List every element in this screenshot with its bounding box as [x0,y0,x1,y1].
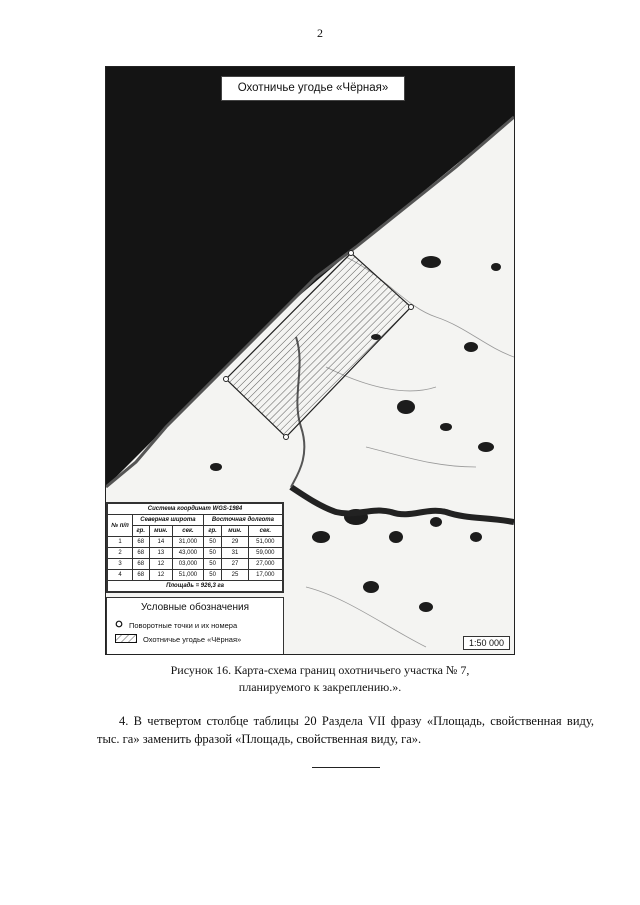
cell: 14 [149,537,173,548]
sub-header: сек. [248,526,282,537]
sub-header: мин. [222,526,248,537]
sub-header: гр. [132,526,149,537]
legend-item-label: Поворотные точки и их номера [129,620,238,630]
cell: 1 [108,537,133,548]
col-lon-header: Восточная долгота [203,515,282,526]
cell: 50 [203,548,222,559]
cell: 31,000 [173,537,204,548]
cell: 68 [132,548,149,559]
cell: 17,000 [248,570,282,581]
cell: 12 [149,559,173,570]
cell: 50 [203,559,222,570]
map-legend [106,597,284,655]
cell: 13 [149,548,173,559]
legend-title: Условные обозначения [140,602,250,613]
coordinates-table [106,502,284,593]
map-title: Охотничье угодье «Чёрная» [221,76,405,101]
col-lat-header: Северная широта [132,515,203,526]
caption-line: планируемого к закреплению.». [238,680,402,694]
cell: 68 [132,570,149,581]
cell: 59,000 [248,548,282,559]
separator-line [312,767,380,768]
cell: 2 [108,548,133,559]
hatched-area-icon [115,634,137,645]
cell: 4 [108,570,133,581]
page-number: 2 [317,26,323,40]
cell: 50 [203,570,222,581]
cell: 51,000 [173,570,204,581]
coords-system-title: Система координат WGS-1984 [108,504,283,515]
cell: 12 [149,570,173,581]
hunting-area-map [105,66,515,655]
cell: 27 [222,559,248,570]
cell: 03,000 [173,559,204,570]
map-scale: 1:50 000 [463,636,510,650]
table-row [108,548,283,559]
circle-marker-icon [115,620,123,630]
cell: 50 [203,537,222,548]
cell: 43,000 [173,548,204,559]
table-row [108,559,283,570]
table-row [108,537,283,548]
table-row [108,570,283,581]
cell: 25 [222,570,248,581]
col-num-header: № п/п [108,515,133,537]
sub-header: гр. [203,526,222,537]
cell: 68 [132,559,149,570]
legend-item [115,634,241,645]
legend-item [115,620,237,630]
cell: 29 [222,537,248,548]
cell: 68 [132,537,149,548]
caption-line: Рисунок 16. Карта-схема границ охотничьего участка № 7, [170,663,470,677]
sub-header: сек. [173,526,204,537]
cell: 27,000 [248,559,282,570]
cell: 3 [108,559,133,570]
figure-caption [0,662,640,696]
cell: 31 [222,548,248,559]
legend-item-label: Охотничье угодье «Чёрная» [143,635,242,644]
cell: 51,000 [248,537,282,548]
area-total: Площадь = 926,3 га [108,581,283,592]
sub-header: мин. [149,526,173,537]
body-paragraph: 4. В четвертом столбце таблицы 20 Раздела VII фразу «Площадь, свойственная виду, тыс. га» заменить фразой «Площадь, свойственная виду, га». [97,714,594,746]
